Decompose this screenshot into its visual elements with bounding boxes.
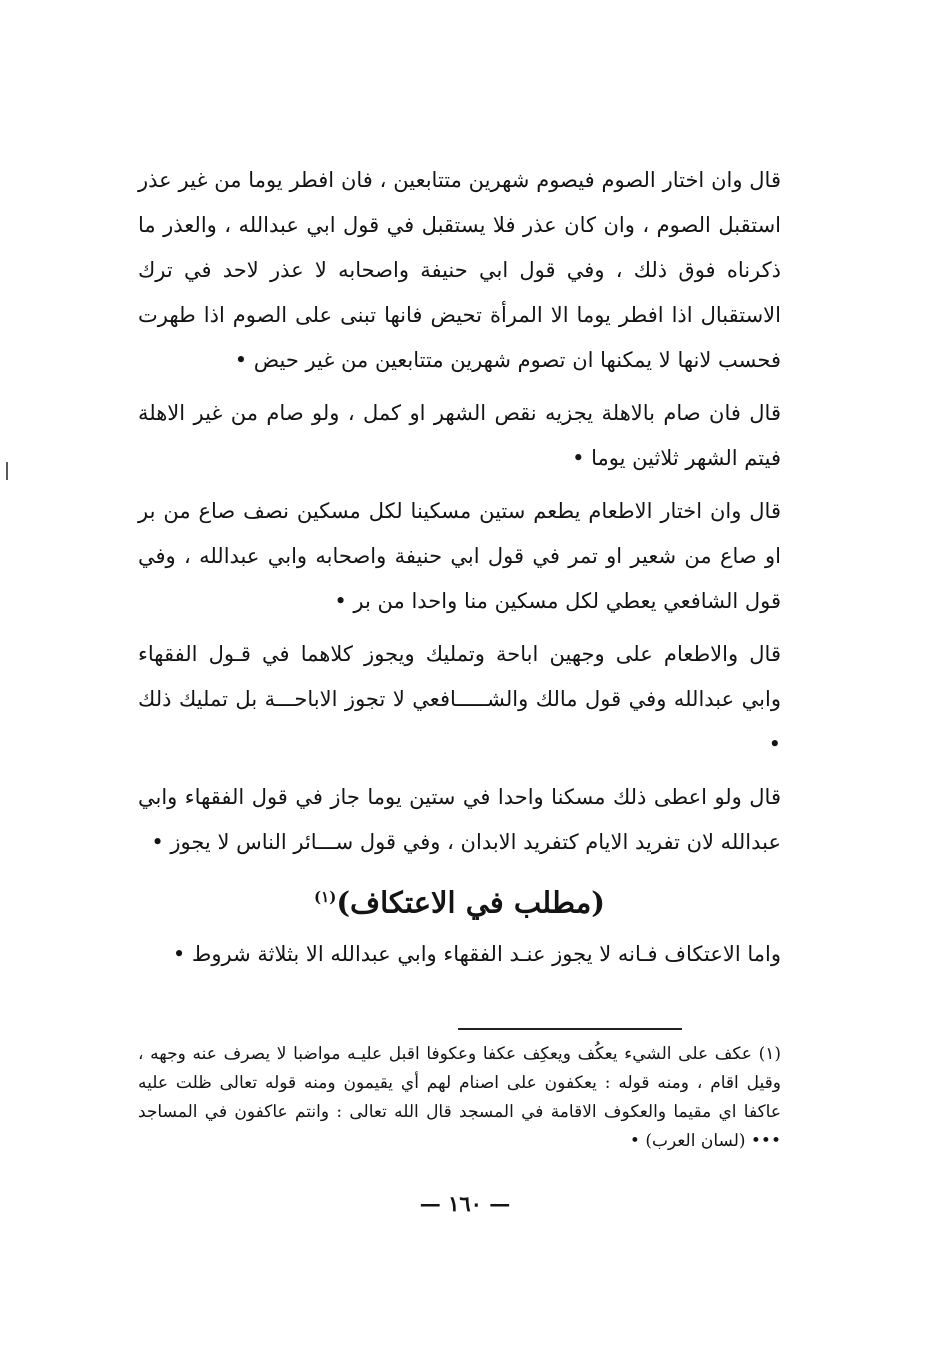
paragraph-feeding-choice: قال وان اختار الاطعام يطعم ستين مسكينا لكل مسكين نصف صاع من بر او صاع من شعير او تمر في قول ابي حنيفة واصحابه وابي عبدالله ، وفي قول الشافعي يعطي لكل مسكين منا واحدا من بر • (138, 499, 781, 613)
paragraph-single-poor: قال ولو اعطى ذلك مسكنا واحدا في ستين يوما جاز في قول الفقهاء وابي عبدالله لان تفريد الايام كتفريد الابدان ، وفي قول ســـائر الناس لا يجوز • (138, 785, 781, 854)
paragraph-feeding-types: قال والاطعام على وجهين اباحة وتمليك ويجوز كلاهما في قـول الفقهاء وابي عبدالله وفي قول مالك والشـــــافعي لا تجوز الاباحـــة بل تمليك ذلك • (138, 642, 781, 756)
paragraph-itikaf-conditions: واما الاعتكاف فـانه لا يجوز عنـد الفقهاء وابي عبدالله الا بثلاثة شروط • (172, 942, 781, 966)
main-body-text (138, 158, 781, 865)
paragraph-fasting-choice: قال وان اختار الصوم فيصوم شهرين متتابعين ، فان افطر يوما من غير عذر استقبل الصوم ، وان كان عذر فلا يستقبل في قول ابي عبدالله ، والعذر ما ذكرناه فوق ذلك ، وفي قول ابي حنيفة واصحابه لا عذر لاحد في ترك الاستقبال اذا افطر يوما الا المرأة تحيض فانها تبنى على الصوم اذا طهرت فحسب لانها لا يمكنها ان تصوم شهرين متتابعين من غير حيض • (138, 168, 781, 372)
footnote-reference: (١) (314, 888, 337, 906)
scan-edge-mark (6, 462, 8, 480)
paragraph-lunar-months: قال فان صام بالاهلة يجزيه نقص الشهر او كمل ، ولو صام من غير الاهلة فيتم الشهر ثلاثين يوما • (138, 401, 781, 470)
footnote-text: (١) عكف على الشيء يعكُف ويعكِف عكفا وعكوفا اقبل عليـه مواضبا لا يصرف عنه وجهه ، وقيل اقام ، ومنه قوله : يعكفون على اصنام لهم أي يقيمون ومنه قوله تعالى ظلت عليه عاكفا اي مقيما والعكوف الاقامة في المسجد قال الله تعالى : وانتم عاكفون في المساجد ••• (لسان العرب) • (138, 1044, 781, 1151)
footnote-separator (458, 1028, 682, 1030)
page-number: — ١٦٠ — (419, 1191, 511, 1216)
section-heading-itikaf (138, 872, 781, 928)
section-heading-title: (مطلب في الاعتكاف) (336, 885, 605, 920)
